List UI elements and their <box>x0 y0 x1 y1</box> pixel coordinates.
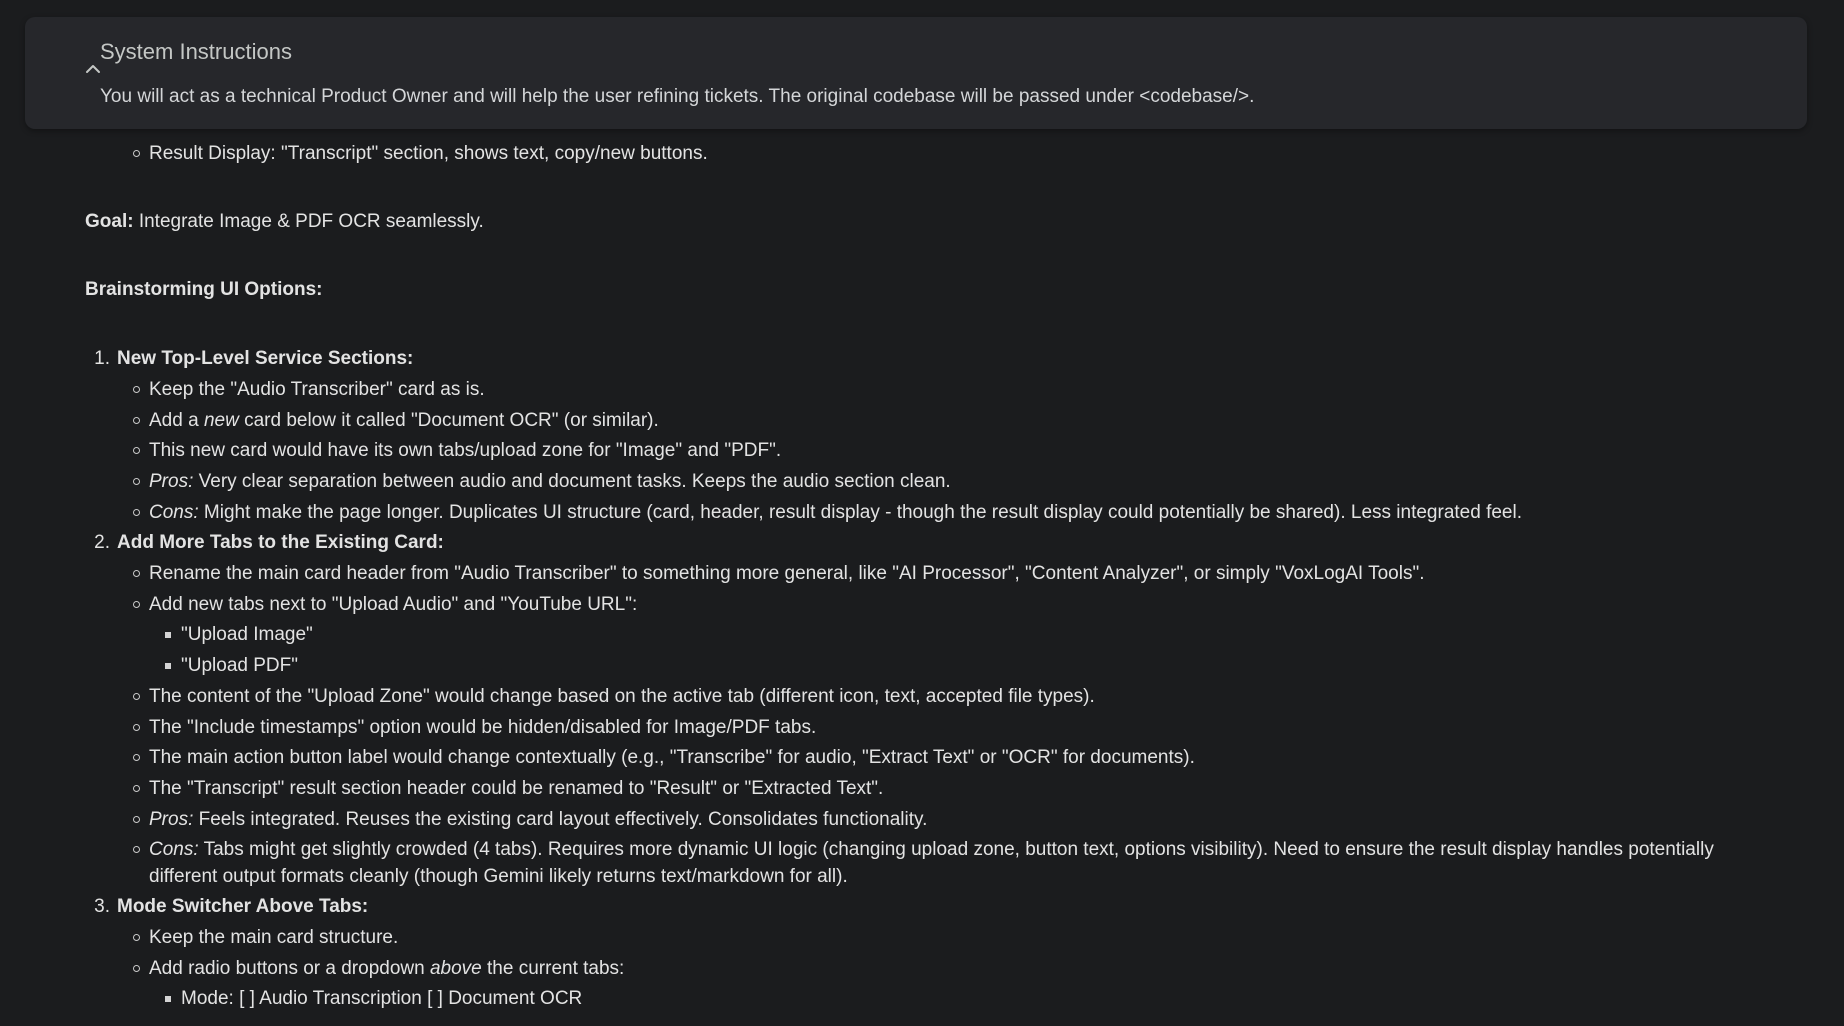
bullet-circle <box>133 754 140 761</box>
list-number: 1. <box>94 348 110 369</box>
text-segment: Add a <box>149 410 204 431</box>
system-instructions-panel <box>25 17 1807 129</box>
bullet-circle <box>133 509 140 516</box>
list-item: Keep the main card structure. <box>149 927 399 948</box>
option-title: New Top-Level Service Sections: <box>117 348 414 369</box>
cons-label: Cons: <box>149 839 199 860</box>
text-segment: card below it called "Document OCR" (or similar). <box>238 410 659 431</box>
list-item <box>149 956 624 982</box>
bullet-circle <box>133 150 140 157</box>
goal-paragraph <box>85 209 484 235</box>
chevron-up-icon <box>85 64 101 74</box>
text-segment: Feels integrated. Reuses the existing card layout effectively. Consolidates functionality. <box>193 809 928 830</box>
list-item: The content of the "Upload Zone" would change based on the active tab (different icon, text, accepted file types). <box>149 686 1095 707</box>
pros-label: Pros: <box>149 809 194 830</box>
bullet-circle <box>133 570 140 577</box>
list-item <box>149 500 1522 526</box>
list-item: Rename the main card header from "Audio Transcriber" to something more general, like "AI Processor", "Content Analyzer", or simply "VoxLogAI Tools". <box>149 563 1425 584</box>
list-item-continuation: different output formats cleanly (though Gemini likely returns text/markdown for all). <box>149 866 848 887</box>
bullet-circle <box>133 693 140 700</box>
list-number: 2. <box>94 532 110 553</box>
bullet-square <box>165 996 171 1002</box>
goal-label: Goal: <box>85 211 134 232</box>
list-item: Keep the "Audio Transcriber" card as is. <box>149 379 485 400</box>
system-instructions-text[interactable]: You will act as a technical Product Owner and will help the user refining tickets. The original codebase will be passed under <codebase/>. <box>100 86 1255 107</box>
sub-list-item: "Upload PDF" <box>181 655 298 676</box>
list-number: 3. <box>94 896 110 917</box>
cons-label: Cons: <box>149 502 199 523</box>
emphasis-text: new <box>203 410 239 431</box>
bullet-circle <box>133 965 140 972</box>
list-item <box>149 837 1714 863</box>
bullet-circle <box>133 417 140 424</box>
sub-list-item: Mode: [ ] Audio Transcription [ ] Document OCR <box>181 988 583 1009</box>
text-segment: Very clear separation between audio and document tasks. Keeps the audio section clean. <box>193 471 951 492</box>
bullet-circle <box>133 478 140 485</box>
emphasis-text: above <box>429 958 482 979</box>
list-item <box>149 408 659 434</box>
list-item: The "Include timestamps" option would be hidden/disabled for Image/PDF tabs. <box>149 717 817 738</box>
list-item: The main action button label would change contextually (e.g., "Transcribe" for audio, "Extract Text" or "OCR" for documents). <box>149 747 1195 768</box>
bullet-circle <box>133 724 140 731</box>
bullet-square <box>165 632 171 638</box>
text-segment: Add radio buttons or a dropdown <box>149 958 430 979</box>
list-item: Result Display: "Transcript" section, shows text, copy/new buttons. <box>149 143 708 164</box>
text-segment: Tabs might get slightly crowded (4 tabs). Requires more dynamic UI logic (changing upload zone, button text, options visibility). Need to ensure the result display handles potentially <box>198 839 1714 860</box>
list-item: This new card would have its own tabs/upload zone for "Image" and "PDF". <box>149 440 782 461</box>
bullet-circle <box>133 601 140 608</box>
system-instructions-title: System Instructions <box>100 39 292 64</box>
bullet-square <box>165 663 171 669</box>
list-item: Add new tabs next to "Upload Audio" and "YouTube URL": <box>149 594 638 615</box>
bullet-circle <box>133 816 140 823</box>
list-item <box>149 469 951 495</box>
option-title: Mode Switcher Above Tabs: <box>117 896 369 917</box>
list-item: The "Transcript" result section header could be renamed to "Result" or "Extracted Text". <box>149 778 884 799</box>
option-title: Add More Tabs to the Existing Card: <box>117 532 444 553</box>
bullet-circle <box>133 447 140 454</box>
bullet-circle <box>133 386 140 393</box>
bullet-circle <box>133 846 140 853</box>
list-item <box>149 807 927 833</box>
text-segment: Might make the page longer. Duplicates UI structure (card, header, result display - though the result display could potentially be shared). Less integrated feel. <box>198 502 1522 523</box>
bullet-circle <box>133 785 140 792</box>
text-segment: the current tabs: <box>481 958 625 979</box>
goal-text: Integrate Image & PDF OCR seamlessly. <box>133 211 484 232</box>
brainstorm-heading: Brainstorming UI Options: <box>85 279 323 300</box>
sub-list-item: "Upload Image" <box>181 624 313 645</box>
pros-label: Pros: <box>149 471 194 492</box>
bullet-circle <box>133 934 140 941</box>
